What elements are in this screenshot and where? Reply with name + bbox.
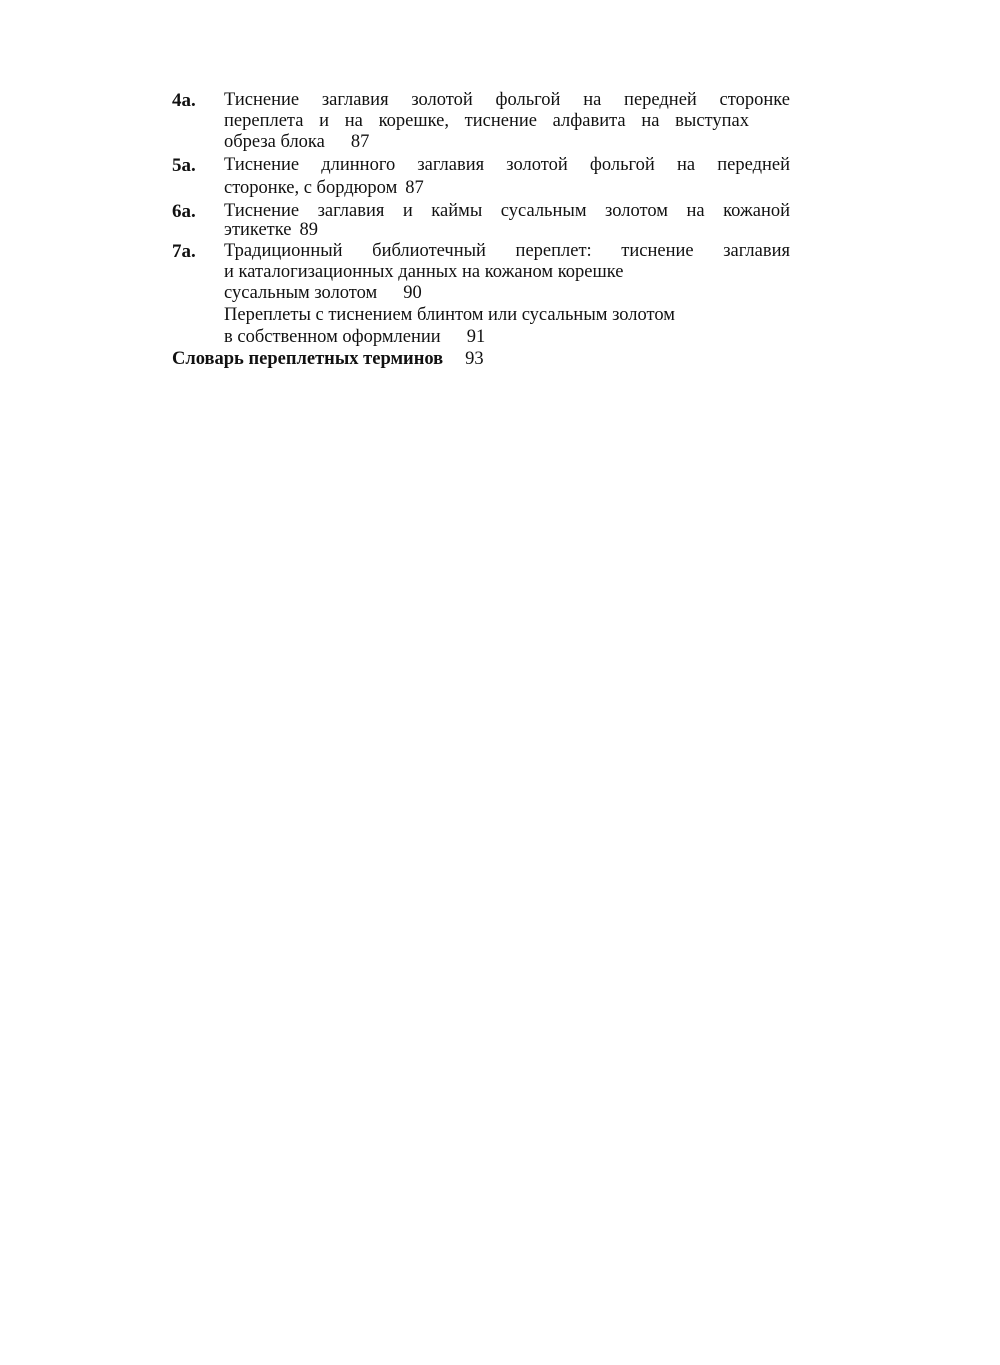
entry-text-line: переплета и на корешке, тиснение алфавита на выступах bbox=[224, 111, 749, 131]
entry-text-line: Традиционный библиотечный переплет: тиснение заглавия bbox=[224, 241, 790, 261]
entry-text: этикетке bbox=[224, 220, 292, 240]
entry-number: 6a. bbox=[172, 201, 196, 222]
entry-subtext-line: Переплеты с тиснением блинтом или сусальным золотом bbox=[224, 305, 675, 325]
page-number: 91 bbox=[466, 327, 486, 347]
page-number: 87 bbox=[405, 178, 424, 198]
entry-last-line bbox=[224, 178, 424, 199]
entry-text: сусальным золотом bbox=[224, 283, 378, 303]
entry-last-line bbox=[224, 283, 422, 304]
entry-text-line: Тиснение длинного заглавия золотой фольгой на передней bbox=[224, 155, 790, 175]
page-number: 90 bbox=[403, 283, 422, 303]
page-number: 89 bbox=[299, 220, 318, 240]
entry-text: сторонке, с бордюром bbox=[224, 178, 398, 198]
entry-last-line bbox=[224, 132, 369, 153]
entry-number: 7a. bbox=[172, 241, 196, 262]
entry-text-line: Тиснение заглавия золотой фольгой на передней сторонке bbox=[224, 90, 790, 110]
toc-entry-glossary bbox=[172, 349, 484, 370]
page-number: 93 bbox=[465, 349, 484, 369]
entry-text: обреза блока bbox=[224, 132, 325, 152]
entry-text: в собственном оформлении bbox=[224, 327, 441, 347]
entry-sub-last-line bbox=[224, 327, 485, 348]
glossary-title: Словарь переплетных терминов bbox=[172, 349, 444, 369]
entry-number: 5a. bbox=[172, 155, 196, 176]
page-number: 87 bbox=[350, 132, 370, 152]
entry-text-line: и каталогизационных данных на кожаном корешке bbox=[224, 262, 624, 282]
entry-text-line: Тиснение заглавия и каймы сусальным золотом на кожаной bbox=[224, 201, 790, 221]
entry-last-line bbox=[224, 220, 318, 241]
entry-number: 4a. bbox=[172, 90, 196, 111]
